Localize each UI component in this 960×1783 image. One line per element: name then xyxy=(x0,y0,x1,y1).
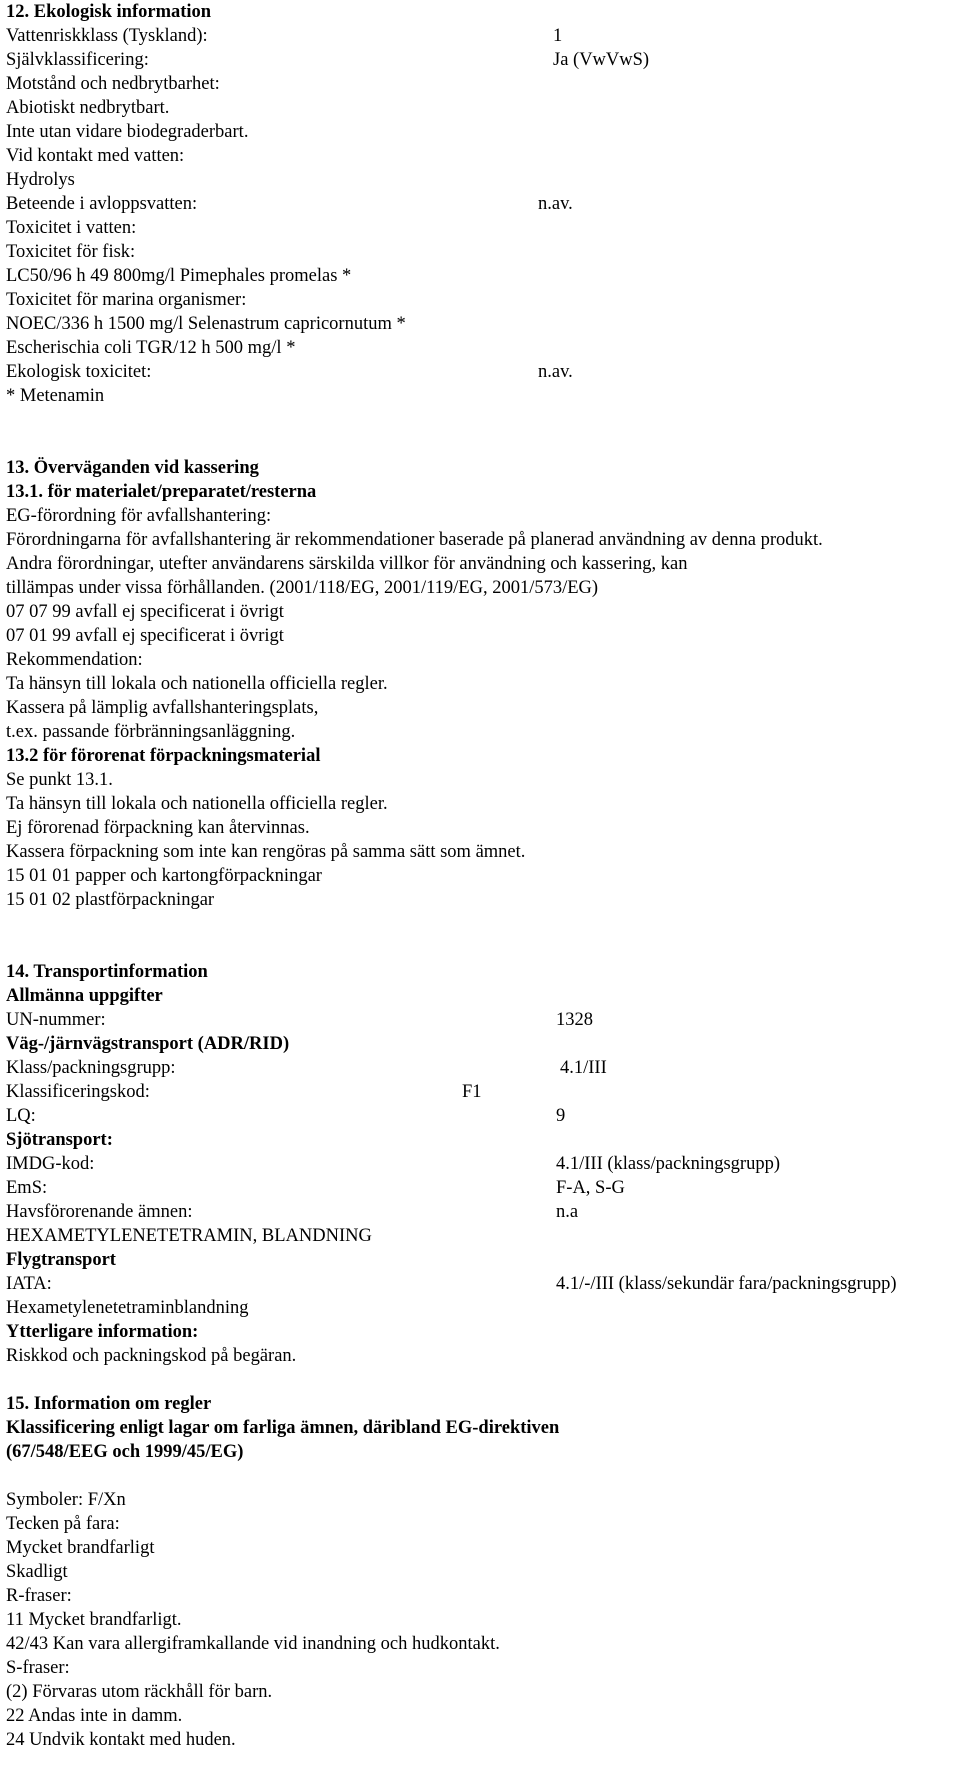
line-label: Vattenriskklass (Tyskland): xyxy=(6,26,208,46)
line-label: Självklassificering: xyxy=(6,50,149,70)
line-label: Ta hänsyn till lokala och nationella officiella regler. xyxy=(6,794,388,814)
line-value: 9 xyxy=(556,1106,566,1126)
line-label: (67/548/EEG och 1999/45/EG) xyxy=(6,1442,244,1462)
heading-allm-nna-uppgifter xyxy=(6,984,163,1008)
line-label: * Metenamin xyxy=(6,386,105,406)
line-label: Riskkod och packningskod på begäran. xyxy=(6,1346,297,1366)
text-line-havsf-rorenande-mnen xyxy=(6,1200,579,1224)
text-line-klass-packningsgrupp xyxy=(6,1056,607,1080)
text-line-kassera-f-rpackning-som-inte-kan-reng-ra xyxy=(6,840,525,864)
line-label: Havsförorenande ämnen: xyxy=(6,1202,193,1222)
line-label: Ej förorenad förpackning kan återvinnas. xyxy=(6,818,310,838)
line-label: UN-nummer: xyxy=(6,1010,106,1030)
line-label: Toxicitet för marina organismer: xyxy=(6,290,247,310)
text-line-ej-f-rorenad-f-rpackning-kan-tervinnas xyxy=(6,816,310,840)
text-line-lq xyxy=(6,1104,566,1128)
line-label: 42/43 Kan vara allergiframkallande vid inandning och hudkontakt. xyxy=(6,1634,500,1654)
line-value: 1 xyxy=(553,26,563,46)
heading-13-1-f-r-materialet-preparatet-resterna xyxy=(6,480,316,504)
line-value: F1 xyxy=(462,1082,482,1102)
line-label: Tecken på fara: xyxy=(6,1514,120,1534)
line-label: IATA: xyxy=(6,1274,52,1294)
line-label: Se punkt 13.1. xyxy=(6,770,113,790)
line-label: t.ex. passande förbränningsanläggning. xyxy=(6,722,296,742)
line-label: 11 Mycket brandfarligt. xyxy=(6,1610,182,1630)
line-label: Hexametylenetetraminblandning xyxy=(6,1298,249,1318)
text-line-toxicitet-f-r-marina-organismer xyxy=(6,288,246,312)
text-line-2-f-rvaras-utom-r-ckh-ll-f-r-barn xyxy=(6,1680,272,1704)
line-label: LQ: xyxy=(6,1106,36,1126)
line-label: Klassificering enligt lagar om farliga ämnen, däribland EG-direktiven xyxy=(6,1418,560,1438)
line-label: Motstånd och nedbrytbarhet: xyxy=(6,74,220,94)
text-line-s-fraser xyxy=(6,1656,70,1680)
text-line-eg-f-rordning-f-r-avfallshantering xyxy=(6,504,271,528)
line-label: tillämpas under vissa förhållanden. (2001/118/EG, 2001/119/EG, 2001/573/EG) xyxy=(6,578,599,598)
line-label: EG-förordning för avfallshantering: xyxy=(6,506,272,526)
line-label: 12. Ekologisk information xyxy=(6,2,212,22)
line-label: 24 Undvik kontakt med huden. xyxy=(6,1730,236,1750)
line-value: 4.1/-/III (klass/sekundär fara/packningsgrupp) xyxy=(556,1274,897,1294)
text-line-abiotiskt-nedbrytbart xyxy=(6,96,169,120)
text-line-noec-336-h-1500-mg-l-selenastrum-caprico xyxy=(6,312,406,336)
line-label: Kassera på lämplig avfallshanteringsplats, xyxy=(6,698,319,718)
line-label: HEXAMETYLENETETRAMIN, BLANDNING xyxy=(6,1226,372,1246)
text-line-motst-nd-och-nedbrytbarhet xyxy=(6,72,220,96)
line-label: EmS: xyxy=(6,1178,48,1198)
text-line-15-01-02-plastf-rpackningar xyxy=(6,888,214,912)
text-line-toxicitet-f-r-fisk xyxy=(6,240,135,264)
text-line-ems xyxy=(6,1176,625,1200)
line-value: F-A, S-G xyxy=(556,1178,625,1198)
line-value: Ja (VwVwS) xyxy=(553,50,650,70)
heading-13-verv-ganden-vid-kassering xyxy=(6,456,259,480)
text-line-r-fraser xyxy=(6,1584,72,1608)
text-line-se-punkt-13-1 xyxy=(6,768,113,792)
text-line-11-mycket-brandfarligt xyxy=(6,1608,182,1632)
line-label: Klass/packningsgrupp: xyxy=(6,1058,176,1078)
text-line-f-rordningarna-f-r-avfallshantering-r-re xyxy=(6,528,823,552)
line-label: Klassificeringskod: xyxy=(6,1082,150,1102)
text-line-t-ex-passande-f-rbr-nningsanl-ggning xyxy=(6,720,295,744)
heading-ytterligare-information xyxy=(6,1320,198,1344)
line-label: 22 Andas inte in damm. xyxy=(6,1706,183,1726)
line-label: Abiotiskt nedbrytbart. xyxy=(6,98,170,118)
text-line-vattenriskklass-tyskland xyxy=(6,24,563,48)
text-line-vid-kontakt-med-vatten xyxy=(6,144,184,168)
text-line-mycket-brandfarligt xyxy=(6,1536,154,1560)
line-value: 4.1/III (klass/packningsgrupp) xyxy=(556,1154,781,1174)
text-line-till-mpas-under-vissa-f-rh-llanden-2001- xyxy=(6,576,598,600)
line-label: NOEC/336 h 1500 mg/l Selenastrum capricornutum * xyxy=(6,314,406,334)
text-line-metenamin xyxy=(6,384,104,408)
text-line-riskkod-och-packningskod-p-beg-ran xyxy=(6,1344,296,1368)
text-line-beteende-i-avloppsvatten xyxy=(6,192,573,216)
heading-klassificering-enligt-lagar-om-farliga-m xyxy=(6,1416,559,1440)
line-label: Flygtransport xyxy=(6,1250,116,1270)
line-label: Vid kontakt med vatten: xyxy=(6,146,185,166)
text-line-hexametylenetetramin-blandning xyxy=(6,1224,372,1248)
text-line-ekologisk-toxicitet xyxy=(6,360,573,384)
heading-12-ekologisk-information xyxy=(6,0,211,24)
line-label: Ta hänsyn till lokala och nationella officiella regler. xyxy=(6,674,388,694)
text-line-22-andas-inte-in-damm xyxy=(6,1704,182,1728)
heading-v-g-j-rnv-gstransport-adr-rid xyxy=(6,1032,289,1056)
line-label: Sjötransport: xyxy=(6,1130,113,1150)
text-line-escherischia-coli-tgr-12-h-500-mg-l xyxy=(6,336,295,360)
text-line-ta-h-nsyn-till-lokala-och-nationella-off xyxy=(6,792,388,816)
line-value: n.a xyxy=(556,1202,579,1222)
line-label: IMDG-kod: xyxy=(6,1154,95,1174)
text-line-sj-lvklassificering xyxy=(6,48,650,72)
line-label: 13.1. för materialet/preparatet/resterna xyxy=(6,482,317,502)
text-line-kassera-p-l-mplig-avfallshanteringsplats xyxy=(6,696,318,720)
text-line-ta-h-nsyn-till-lokala-och-nationella-off xyxy=(6,672,388,696)
text-line-15-01-01-papper-och-kartongf-rpackningar xyxy=(6,864,322,888)
text-line-symboler-f-xn xyxy=(6,1488,126,1512)
line-label: Symboler: F/Xn xyxy=(6,1490,126,1510)
text-line-imdg-kod xyxy=(6,1152,781,1176)
line-label: Rekommendation: xyxy=(6,650,143,670)
line-label: S-fraser: xyxy=(6,1658,70,1678)
line-label: 07 01 99 avfall ej specificerat i övrigt xyxy=(6,626,284,646)
heading-13-2-f-r-f-rorenat-f-rpackningsmaterial xyxy=(6,744,320,768)
text-line-iata xyxy=(6,1272,897,1296)
line-label: 07 07 99 avfall ej specificerat i övrigt xyxy=(6,602,284,622)
text-line-tecken-p-fara xyxy=(6,1512,120,1536)
line-label: Hydrolys xyxy=(6,170,75,190)
text-line-42-43-kan-vara-allergiframkallande-vid-i xyxy=(6,1632,500,1656)
text-line-lc50-96-h-49-800mg-l-pimephales-promelas xyxy=(6,264,351,288)
line-label: Förordningarna för avfallshantering är rekommendationer baserade på planerad användning av denna produkt. xyxy=(6,530,823,550)
line-label: LC50/96 h 49 800mg/l Pimephales promelas * xyxy=(6,266,352,286)
line-label: 13. Överväganden vid kassering xyxy=(6,458,259,478)
text-line-hexametylenetetraminblandning xyxy=(6,1296,248,1320)
line-label: 14. Transportinformation xyxy=(6,962,208,982)
line-label: Kassera förpackning som inte kan rengöras på samma sätt som ämnet. xyxy=(6,842,526,862)
line-label: Toxicitet för fisk: xyxy=(6,242,136,262)
line-label: 15 01 01 papper och kartongförpackningar xyxy=(6,866,322,886)
text-line-07-01-99-avfall-ej-specificerat-i-vrigt xyxy=(6,624,284,648)
line-label: Toxicitet i vatten: xyxy=(6,218,137,238)
line-label: Allmänna uppgifter xyxy=(6,986,163,1006)
line-label: 15. Information om regler xyxy=(6,1394,212,1414)
text-line-hydrolys xyxy=(6,168,75,192)
heading-sj-transport xyxy=(6,1128,113,1152)
text-line-inte-utan-vidare-biodegraderbart xyxy=(6,120,248,144)
line-label: Mycket brandfarligt xyxy=(6,1538,155,1558)
line-label: Ekologisk toxicitet: xyxy=(6,362,152,382)
line-label: Andra förordningar, utefter användarens särskilda villkor för användning och kassering, kan xyxy=(6,554,688,574)
text-line-skadligt xyxy=(6,1560,68,1584)
text-line-klassificeringskod xyxy=(6,1080,482,1104)
line-label: (2) Förvaras utom räckhåll för barn. xyxy=(6,1682,273,1702)
line-label: Ytterligare information: xyxy=(6,1322,199,1342)
text-line-un-nummer xyxy=(6,1008,593,1032)
line-label: Skadligt xyxy=(6,1562,68,1582)
line-value: 1328 xyxy=(556,1010,593,1030)
line-label: Inte utan vidare biodegraderbart. xyxy=(6,122,249,142)
line-label: 15 01 02 plastförpackningar xyxy=(6,890,215,910)
line-value: 4.1/III xyxy=(560,1058,607,1078)
line-value: n.av. xyxy=(538,194,573,214)
text-line-toxicitet-i-vatten xyxy=(6,216,136,240)
heading-14-transportinformation xyxy=(6,960,208,984)
heading-15-information-om-regler xyxy=(6,1392,211,1416)
text-line-24-undvik-kontakt-med-huden xyxy=(6,1728,236,1752)
line-label: Beteende i avloppsvatten: xyxy=(6,194,198,214)
line-value: n.av. xyxy=(538,362,573,382)
line-label: R-fraser: xyxy=(6,1586,72,1606)
text-line-andra-f-rordningar-utefter-anv-ndarens-s xyxy=(6,552,687,576)
text-line-07-07-99-avfall-ej-specificerat-i-vrigt xyxy=(6,600,284,624)
text-line-rekommendation xyxy=(6,648,143,672)
heading-flygtransport xyxy=(6,1248,116,1272)
line-label: 13.2 för förorenat förpackningsmaterial xyxy=(6,746,321,766)
line-label: Väg-/järnvägstransport (ADR/RID) xyxy=(6,1034,290,1054)
line-label: Escherischia coli TGR/12 h 500 mg/l * xyxy=(6,338,296,358)
heading-67-548-eeg-och-1999-45-eg xyxy=(6,1440,243,1464)
